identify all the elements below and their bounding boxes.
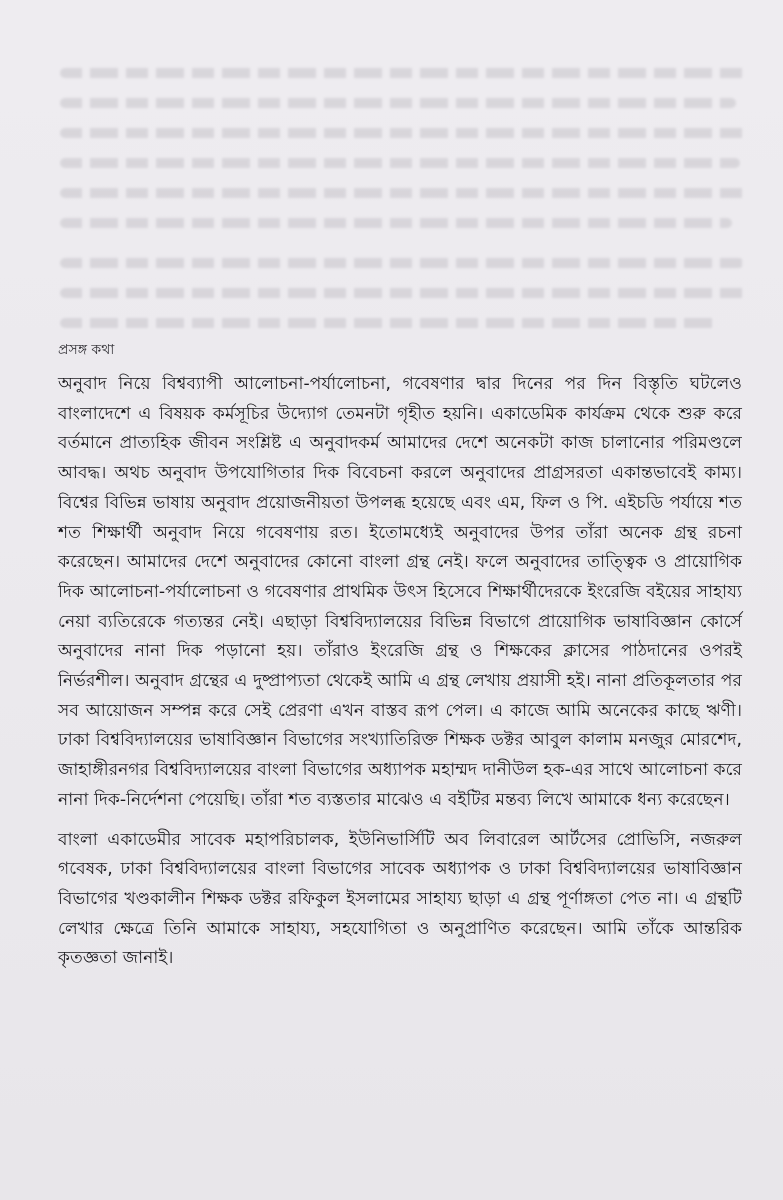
page-content (58, 340, 742, 974)
paragraph-2: বাংলা একাডেমীর সাবেক মহাপরিচালক, ইউনিভার্সিটি অব লিবারেল আর্টসের প্রোভিসি, নজরুল গবেষক, ঢাকা বিশ্ববিদ্যালয়ের বাংলা বিভাগের সাবেক অধ্যাপক ও ঢাকা বিশ্ববিদ্যালয়ের ভাষাবিজ্ঞান বিভাগের খণ্ডকালীন শিক্ষক ডক্টর রফিকুল ইসলামের সাহায্য ছাড়া এ গ্রন্থ পূর্ণাঙ্গতা পেত না। এ গ্রন্থটি লেখার ক্ষেত্রে তিনি আমাকে সাহায্য, সহযোগিতা ও অনুপ্রাণিত করেছেন। আমি তাঁকে আন্তরিক কৃতজ্ঞতা জানাই। (58, 829, 742, 969)
show-through-text (60, 62, 750, 332)
section-heading: প্রসঙ্গ কথা (58, 342, 115, 358)
paragraph-1: অনুবাদ নিয়ে বিশ্বব্যাপী আলোচনা-পর্যালোচনা, গবেষণার দ্বার দিনের পর দিন বিস্তৃতি ঘটলেও বাংলাদেশে এ বিষয়ক কর্মসূচির উদ্যোগ তেমনটা গৃহীত হয়নি। একাডেমিক কার্যক্রম থেকে শুরু করে বর্তমানে প্রাত্যহিক জীবন সংশ্লিষ্ট এ অনুবাদকর্ম আমাদের দেশে অনেকটা কাজ চালানোর পরিমণ্ডলে আবদ্ধ। অথচ অনুবাদ উপযোগিতার দিক বিবেচনা করলে অনুবাদের প্রাগ্রসরতা একান্তভাবেই কাম্য। বিশ্বের বিভিন্ন ভাষায় অনুবাদ প্রয়োজনীয়তা উপলব্ধ হয়েছে এবং এম, ফিল ও পি. এইচডি পর্যায়ে শত শত শিক্ষার্থী অনুবাদ নিয়ে গবেষণায় রত। ইতোমধ্যেই অনুবাদের উপর তাঁরা অনেক গ্রন্থ রচনা করেছেন। আমাদের দেশে অনুবাদের কোনো বাংলা গ্রন্থ নেই। ফলে অনুবাদের তাত্ত্বিক ও প্রায়োগিক দিক আলোচনা-পর্যালোচনা ও গবেষণার প্রাথমিক উৎস হিসেবে শিক্ষার্থীদেরকে ইংরেজি বইয়ের সাহায্য নেয়া ব্যতিরেকে গত্যন্তর নেই। এছাড়া বিশ্ববিদ্যালয়ের বিভিন্ন বিভাগে প্রায়োগিক ভাষাবিজ্ঞান কোর্সে অনুবাদের নানা দিক পড়ানো হয়। তাঁরাও ইংরেজি গ্রন্থ ও শিক্ষকের ক্লাসের পাঠদানের ওপরই নির্ভরশীল। অনুবাদ গ্রন্থের এ দুষ্প্রাপ্যতা থেকেই আমি এ গ্রন্থ লেখায় প্রয়াসী হই। নানা প্রতিকূলতার পর সব আয়োজন সম্পন্ন করে সেই প্রেরণা এখন বাস্তব রূপ পেল। এ কাজে আমি অনেকের কাছে ঋণী। ঢাকা বিশ্ববিদ্যালয়ের ভাষাবিজ্ঞান বিভাগের সংখ্যাতিরিক্ত শিক্ষক ডক্টর আবুল কালাম মনজুর মোরশেদ, জাহাঙ্গীরনগর বিশ্ববিদ্যালয়ের বাংলা বিভাগের অধ্যাপক মহাম্মদ দানীউল হক-এর সাথে আলোচনা করে নানা দিক-নির্দেশনা পেয়েছি। তাঁরা শত ব্যস্ততার মাঝেও এ বইটির মন্তব্য লিখে আমাকে ধন্য করেছেন। (58, 374, 742, 810)
